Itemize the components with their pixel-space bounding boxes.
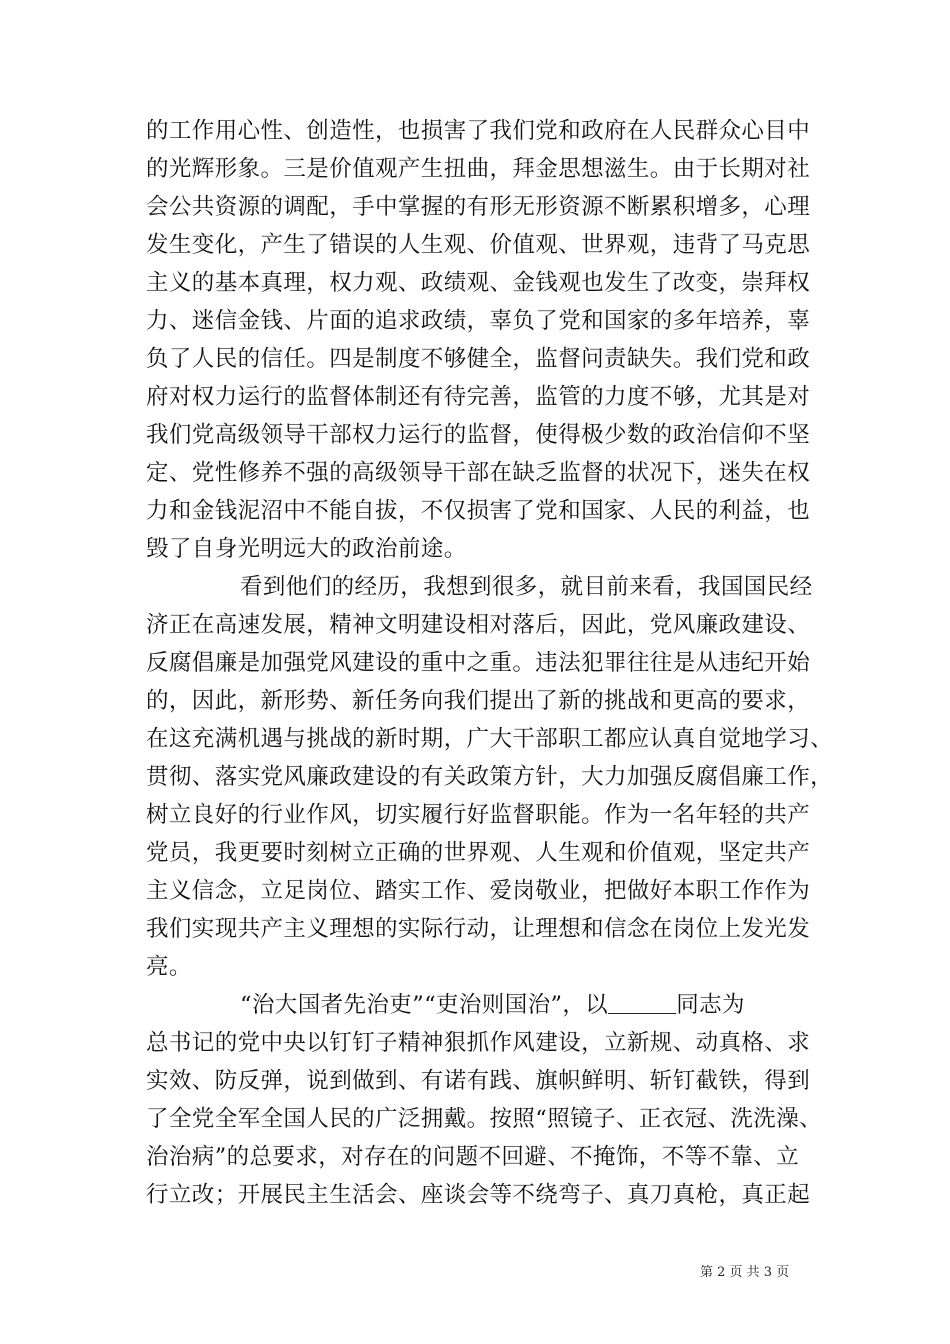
text-line: 治治病”的总要求，对存在的问题不回避、不掩饰，不等不靠、立 bbox=[146, 1144, 800, 1170]
text-line: 主义信念，立足岗位、踏实工作、爱岗敬业，把做好本职工作作为 bbox=[146, 878, 811, 904]
text-line: 发生变化，产生了错误的人生观、价值观、世界观，违背了马克思 bbox=[146, 232, 811, 258]
text-line: 行立改；开展民主生活会、座谈会等不绕弯子、真刀真枪，真正起 bbox=[146, 1182, 811, 1208]
text-line: 反腐倡廉是加强党风建设的重中之重。违法犯罪往往是从违纪开始 bbox=[146, 650, 811, 676]
text-line: 亮。 bbox=[146, 954, 192, 980]
text-line: 毁了自身光明远大的政治前途。 bbox=[146, 536, 467, 562]
text-line: 党员，我更要时刻树立正确的世界观、人生观和价值观，坚定共产 bbox=[146, 840, 811, 866]
text-line: 了全党全军全国人民的广泛拥戴。按照“照镜子、正衣冠、洗洗澡、 bbox=[146, 1106, 823, 1132]
paragraph-3 bbox=[146, 986, 823, 1214]
text-line bbox=[146, 986, 811, 1024]
text-line: 的工作用心性、创造性，也损害了我们党和政府在人民群众心目中 bbox=[146, 118, 811, 144]
text-line: 的，因此，新形势、新任务向我们提出了新的挑战和更高的要求， bbox=[146, 688, 811, 714]
text-line: 力和金钱泥沼中不能自拔，不仅损害了党和国家、人民的利益，也 bbox=[146, 498, 811, 524]
text-line: 力、迷信金钱、片面的追求政绩，辜负了党和国家的多年培养，辜 bbox=[146, 308, 811, 334]
text-line: 府对权力运行的监督体制还有待完善，监管的力度不够，尤其是对 bbox=[146, 384, 811, 410]
text-segment: “治大国者先治吏”“吏治则国治”，以 bbox=[240, 992, 609, 1018]
text-line: 实效、防反弹，说到做到、有诺有践、旗帜鲜明、斩钉截铁，得到 bbox=[146, 1068, 811, 1094]
text-line: 树立良好的行业作风，切实履行好监督职能。作为一名年轻的共产 bbox=[146, 802, 811, 828]
page-number-footer: 第 2 页 共 3 页 bbox=[700, 1265, 790, 1280]
text-line: 我们党高级领导干部权力运行的监督，使得极少数的政治信仰不坚 bbox=[146, 422, 811, 448]
text-line: 济正在高速发展，精神文明建设相对落后，因此，党风廉政建设、 bbox=[146, 612, 811, 638]
fill-in-blank bbox=[608, 991, 676, 1014]
paragraph-2 bbox=[146, 568, 834, 986]
text-line: 总书记的党中央以钉钉子精神狠抓作风建设，立新规、动真格、求 bbox=[146, 1030, 811, 1056]
text-line: 会公共资源的调配，手中掌握的有形无形资源不断累积增多，心理 bbox=[146, 194, 811, 220]
text-line: 看到他们的经历，我想到很多，就目前来看，我国国民经 bbox=[240, 574, 813, 600]
text-line: 定、党性修养不强的高级领导干部在缺乏监督的状况下，迷失在权 bbox=[146, 460, 811, 486]
text-line: 我们实现共产主义理想的实际行动，让理想和信念在岗位上发光发 bbox=[146, 916, 811, 942]
text-line: 主义的基本真理，权力观、政绩观、金钱观也发生了改变，崇拜权 bbox=[146, 270, 811, 296]
text-line: 在这充满机遇与挑战的新时期，广大干部职工都应认真自觉地学习、 bbox=[146, 726, 834, 752]
text-segment: 同志为 bbox=[676, 992, 745, 1018]
text-line: 负了人民的信任。四是制度不够健全，监督问责缺失。我们党和政 bbox=[146, 346, 811, 372]
text-line: 贯彻、落实党风廉政建设的有关政策方针，大力加强反腐倡廉工作， bbox=[146, 764, 834, 790]
paragraph-1 bbox=[146, 112, 811, 568]
text-line: 的光辉形象。三是价值观产生扭曲，拜金思想滋生。由于长期对社 bbox=[146, 156, 811, 182]
